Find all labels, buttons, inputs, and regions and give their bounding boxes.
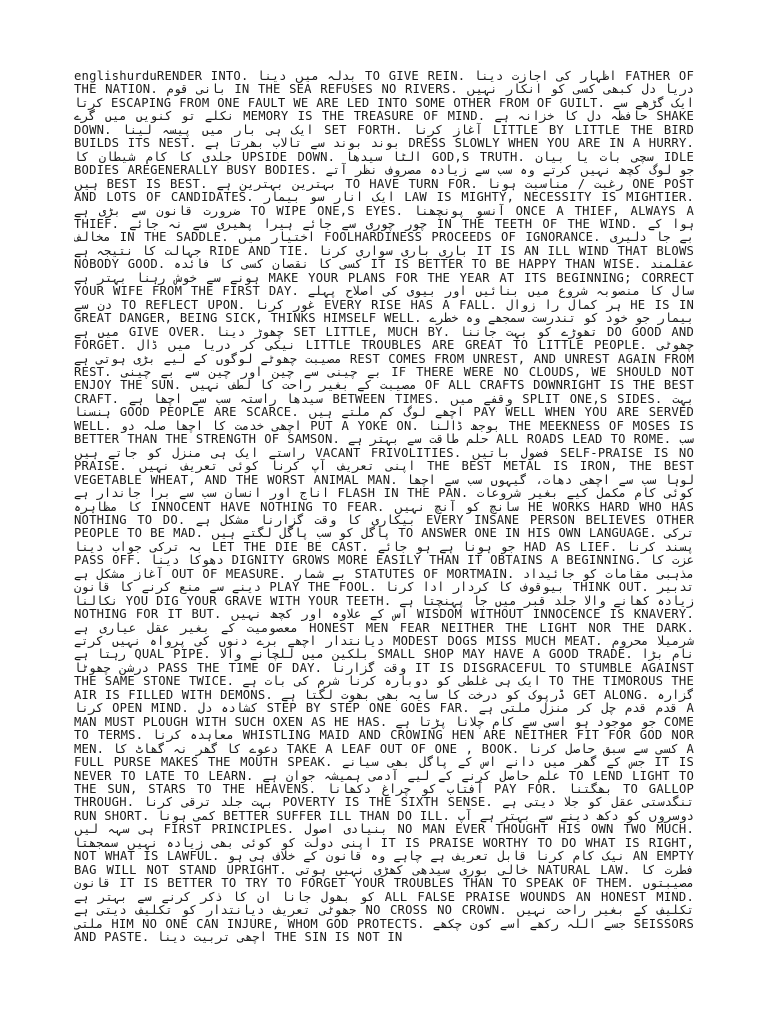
phrase-entry: IN THE TEETH OF THE WIND. ہوا کے مخالف [74, 216, 694, 245]
phrase-entry: GOD,S TRUTH. سچی بات یا بیان [431, 149, 654, 164]
phrase-entry: PLAY THE FOOL. بیوقوف کا کردار ادا کرنا [269, 580, 565, 595]
phrase-entry: ONE POST AND LOTS OF CANDIDATES. ایک انار سو بیمار [74, 176, 694, 205]
phrase-entry: PASS THE TIME OF DAY. وقت گزارنا [157, 660, 407, 675]
phrase-entry: LAW IS MIGHTY, NECESSITY IS MIGHTIER. ضرورت قانون سے بڑی ہے [74, 190, 694, 218]
phrase-entry: QUAL PIPE. بلکین میں للچانے والا [134, 647, 370, 662]
phrase-entry: FLASH IN THE PAN. کوئی کام مکمل کیے بغیر شروعات کا مظاہرہ [74, 486, 694, 514]
phrase-entry: ONCE A THIEF, ALWAYS A THIEF. چور چوری سے جائے ہیرا پھیری سے نہ جائے [74, 203, 694, 231]
phrase-entry: STATUTES OF MORTMAIN. مذہبی مقامات کو جائیداد دینے سے منع کرنے کا قانون [74, 566, 694, 595]
phrase-entry: FIRST PRINCIPLES. بنیادی اصول [163, 822, 388, 837]
phrase-entry: EVERY INSANE PERSON BELIEVES OTHER PEOPLE TO BE MAD. پاگل کو سب پاگل لگتے ہیں [74, 512, 694, 541]
phrase-entry: VACANT FRIVOLITIES. فضول باتیں [315, 445, 550, 460]
phrase-entry: TO WIPE ONE,S EYES. آنسو پونچھنا [250, 203, 506, 218]
phrase-entry: A MAN MUST PLOUGH WITH SUCH OXEN AS HE HAS. جو موجود ہو اسی سے کام چلانا پڑتا ہے [74, 701, 694, 729]
phrase-entry: GOOD PEOPLE ARE SCARCE. اچھے لوگ کم ملتے ہیں [119, 405, 465, 420]
phrase-entry: MAKE YOUR PLANS FOR THE YEAR AT ITS BEGINNING; CORRECT YOUR WIFE FROM THE FIRST DAY. سال کا منصوبہ شروع میں بنائیں اور بیوی کی اصلاح پہلے دن سے [74, 270, 694, 312]
phrase-entry: IN THE SEA REFUSES NO RIVERS. دریا دل کبھی کسی کو انکار نہیں کرتا [74, 82, 694, 110]
phrase-entry: IN THE SADDLE. اختیار میں [119, 230, 316, 245]
document-heading: englishurdu [74, 70, 157, 83]
phrase-entry: TO HAVE TURN FOR. رغبت / مناسبت ہونا [345, 176, 624, 191]
phrase-entry: SPLIT ONE,S SIDES. بہت ہنسنا [74, 391, 694, 420]
phrase-entry: AN EMPTY BAG WILL NOT STAND UPRIGHT. خالی بوری سیدھی کھڑی نہیں ہوتی [74, 849, 694, 877]
phrase-entry: STEP BY STEP ONE GOES FAR. قدم قدم چل کر منزل ملتی ہے [266, 701, 678, 716]
phrase-entry: IDLE BODIES AREGENERALLY BUSY BODIES. جو لوگ کچھ نہیں کرتے وہ سب سے زیادہ مصروف نظر آتے ہیں [74, 149, 694, 191]
phrase-entry: TO ANSWER ONE IN HIS OWN LANGUAGE. ترکی بہ ترکی جواب دینا [74, 526, 694, 554]
phrase-entry: DIGNITY GROWS MORE EASILY THAN IT OBTAINS A BEGINNING. عزت کا آغاز مشکل ہے [74, 553, 694, 581]
phrase-entry: SHAKE DOWN. ایک ہی بار میں پیسہ لینا [74, 109, 694, 137]
phrase-entry: TO GALLOP THROUGH. بہت جلد ترقی کرنا [74, 782, 694, 810]
phrase-entry: EVERY RISE HAS A FALL. ہر کمال را زوال [324, 297, 622, 312]
phrase-entry: PAY WELL WHEN YOU ARE SERVED WELL. اچھی خدمت کا اچھا صلہ دو [74, 405, 694, 433]
phrase-entry: POVERTY IS THE SIXTH SENSE. تنگدستی عقل کو جلا دیتی ہے [282, 795, 694, 810]
phrase-entry: LITTLE BY LITTLE THE BIRD BUILDS ITS NEST. بوند بوند سے تالاب بھرتا ہے [74, 122, 694, 151]
phrase-entry: DRESS SLOWLY WHEN YOU ARE IN A HURRY. جلدی کا کام شیطان کا [74, 136, 694, 164]
phrase-entry: HIM NO ONE CAN INJURE, WHOM GOD PROTECTS. جسے اللہ رکھے اسے کون چکھے [111, 916, 626, 931]
phrase-entry: SEISSORS AND PASTE. اچھی تربیت دینا [74, 916, 694, 944]
phrase-entry: GIVE OVER. چھوڑ دینا [128, 324, 284, 339]
phrase-entry: WISDOM WITHOUT INNOCENCE IS KNAVERY. معصومیت کے بغیر عقل عیاری ہے [74, 607, 694, 635]
phrase-list [74, 70, 694, 944]
phrase-entry: IT IS BETTER TO BE HAPPY THAN WISE. عقلمند ہونے سے خوش رہنا بہتر ہے [74, 257, 694, 285]
phrase-entry: RUN SHORT. کمی ہونا [74, 808, 216, 823]
phrase-entry: GET ALONG. گزارہ کرنا [74, 687, 694, 716]
phrase-entry: RIDE AND TIE. باری باری سواری کرنا [209, 243, 469, 258]
phrase-entry: REST COMES FROM UNREST, AND UNREST AGAIN FROM REST. بے چینی سے چین اور چین سے بے چینی [74, 351, 694, 379]
phrase-entry: MODEST DOGS MISS MUCH MEAT. شرمیلا محروم رہتا ہے [74, 634, 694, 662]
phrase-entry: SMALL SHOP MAY HAVE A GOOD TRADE. نام بڑا درشن چھوٹا [74, 647, 694, 675]
phrase-entry: COME TO TERMS. معاہدہ کرنا [74, 714, 694, 743]
phrase-entry: HONEST MEN FEAR NEITHER THE LIGHT NOR THE DARK. دیانتدار اچھے برے دنوں کی پرواہ نہیں کرتے [74, 620, 694, 649]
phrase-entry: ALL ROADS LEAD TO ROME. سب راستے ایک ہی منزل کو جاتے ہیں [74, 432, 694, 460]
phrase-entry: IF THERE WERE NO CLOUDS, WE SHOULD NOT ENJOY THE SUN. مصیبت کے بغیر راحت کا لطف نہیں [74, 364, 694, 393]
phrase-entry: IT IS PRAISE WORTHY TO DO WHAT IS RIGHT, NOT WHAT IS LAWFUL. نیک کام کرنا قابل تعریف ہے چاہے وہ قانون کے خلاف ہی ہو [74, 835, 694, 864]
phrase-entry: FATHER OF THE NATION. بانی قوم [74, 70, 694, 97]
phrase-entry: ESCAPING FROM ONE FAULT WE ARE LED INTO SOME OTHER FROM OF GUILT. ایک گڑھے سے نکلے تو کنویں میں گرے [74, 95, 694, 124]
phrase-entry: IT IS BETTER TO TRY TO FORGET YOUR TROUBLES THAN TO SPEAK OF THEM. مصیبتوں کو بھول جانا ان کا ذکر کرنے سے بہتر ہے [74, 876, 694, 904]
phrase-entry: THINK OUT. تدبیر نکالنا [74, 580, 694, 608]
phrase-entry: ALL FALSE PRAISE WOUNDS AN HONEST MIND. جھوٹی تعریف دیانتدار کو تکلیف دیتی ہے [74, 889, 694, 918]
phrase-entry: PASS OFF. دھوکا دینا [74, 553, 224, 568]
phrase-entry: IT IS DISGRACEFUL TO STUMBLE AGAINST THE SAME STONE TWICE. ایک ہی غلطی کو دوبارہ کرنا شرم کی بات ہے [74, 660, 694, 689]
phrase-entry: THE BEST METAL IS IRON, THE BEST VEGETABLE WHEAT, AND THE WORST ANIMAL MAN. لوہا سب سے اچھی دھات، گیہوں سب سے اچھا اناج اور انسان سب سے برا جاندار ہے [74, 459, 694, 501]
phrase-entry: SELF-PRAISE IS NO PRAISE. اپنی تعریف آپ کرنا کوئی تعریف نہیں [74, 445, 694, 474]
phrase-entry: PAY FOR. بھگتنا [494, 782, 613, 797]
phrase-entry: NO MAN EVER THOUGHT HIS OWN TWO MUCH. اپنی دولت کو کوئی بھی زیادہ نہیں سمجھتا [74, 822, 694, 850]
phrase-entry: OUT OF MEASURE. بے شمار [171, 566, 347, 581]
phrase-entry: LITTLE TROUBLES ARE GREAT TO LITTLE PEOPLE. چھوٹی مصیبت چھوٹے لوگوں کے لیے بڑی ہوتی ہے [74, 338, 694, 366]
phrase-entry: TAKE A LEAF OUT OF ONE , BOOK. کسی سے سبق حاصل کرنا [286, 741, 679, 756]
phrase-entry: IT IS AN ILL WIND THAT BLOWS NOBODY GOOD. کسی کا نقصان کسی کا فائدہ [74, 243, 694, 272]
phrase-entry: TO LEND LIGHT TO THE SUN, STARS TO THE HEAVENS. آفتاب کو چراغ دکھانا [74, 768, 694, 797]
phrase-entry: HE IS IN GREAT DANGER, BEING SICK, THINKS HIMSELF WELL. بیمار جو خود کو تندرست سمجھے وہ خطرے میں ہے [74, 297, 694, 339]
phrase-entry: TO THE TIMOROUS THE AIR IS FILLED WITH DEMONS. ڈرپوک کو درخت کا سایہ بھی بھوت لگتا ہے [74, 674, 694, 702]
phrase-entry: OPEN MIND. کشادہ دل [112, 701, 258, 716]
phrase-entry: A FULL PURSE MAKES THE MOUTH SPEAK. جس کے گھر میں دانے اس کے پاگل بھی سیانے [74, 741, 694, 770]
phrase-entry: TO GIVE REIN. اظہار کی اجازت دینا [365, 70, 617, 83]
phrase-entry: IT IS NEVER TO LATE TO LEARN. علم حاصل کرنے کے لیے آدمی ہمیشہ جوان ہے [74, 755, 694, 783]
phrase-entry: NOTHING FOR IT BUT. اس کے علاوہ اور کچھ نہیں [74, 607, 409, 622]
phrase-entry: WHISTLING MAID AND CROWING HEN ARE NEITHER FIT FOR GOD NOR MEN. دعوے کا گھر نہ گھاٹ کا [74, 728, 694, 756]
phrase-entry: DO GOOD AND FORGET. نیکی کر دریا میں ڈال [74, 324, 694, 353]
phrase-entry: SET FORTH. آغاز کرنا [324, 122, 483, 137]
phrase-entry: UPSIDE DOWN. الٹا سیدھا [241, 149, 422, 164]
phrase-entry: SET LITTLE, MUCH BY. تھوڑے کو بہت جاننا [293, 324, 598, 339]
phrase-entry: BEST IS BEST. بہترین بہترین ہے [106, 176, 337, 191]
phrase-entry: NATURAL LAW. فطرت کا قانون [74, 862, 694, 891]
phrase-entry: LET THE DIE BE CAST. جو ہونا ہے ہو جائے [211, 539, 516, 554]
phrase-entry: THE MEEKNESS OF MOSES IS BETTER THAN THE STRENGTH OF SAMSON. حلم طاقت سے بہتر ہے [74, 418, 694, 447]
phrase-entry: FOOLHARDINESS PROCEEDS OF IGNORANCE. بے جا دلیری جہالت کا نتیجہ ہے [74, 230, 694, 258]
phrase-entry: YOU DIG YOUR GRAVE WITH YOUR TEETH. زیادہ کھانے والا جلد قبر میں جا پہنچتا ہے [125, 593, 694, 608]
phrase-entry: RENDER INTO. بدلہ میں دینا [156, 70, 357, 83]
dictionary-text [74, 70, 694, 950]
phrase-entry: MEMORY IS THE TREASURE OF MIND. حافظہ دل کا خزانہ ہے [243, 109, 648, 124]
phrase-entry: THE SIN IS NOT IN [274, 930, 403, 944]
phrase-entry: TO REFLECT UPON. غور کرنا [121, 297, 316, 312]
phrase-entry: HAD AS LIEF. پسند کرنا [523, 539, 694, 554]
phrase-entry: HE WORKS HARD WHO HAS NOTHING TO DO. بیکاری کا وقت گزارنا مشکل ہے [74, 499, 694, 527]
phrase-entry: OF ALL CRAFTS DOWNRIGHT IS THE BEST CRAFT. سیدھا راستہ سب سے اچھا ہے [74, 378, 694, 406]
phrase-entry: BETWEEN TIMES. وقفے میں [332, 391, 513, 406]
phrase-entry: BETTER SUFFER ILL THAN DO ILL. دوسروں کو دکھ دینے سے بہتر ہے آپ ہی سہہ لیں [74, 808, 694, 837]
phrase-entry: INNOCENT HAVE NOTHING TO FEAR. سانچ کو آنچ نہیں [150, 499, 519, 514]
phrase-entry: NO CROSS NO CROWN. تکلیف کے بغیر راحت نہیں ملتی [74, 903, 694, 931]
phrase-entry: PUT A YOKE ON. بوجھ ڈالنا [310, 418, 501, 433]
